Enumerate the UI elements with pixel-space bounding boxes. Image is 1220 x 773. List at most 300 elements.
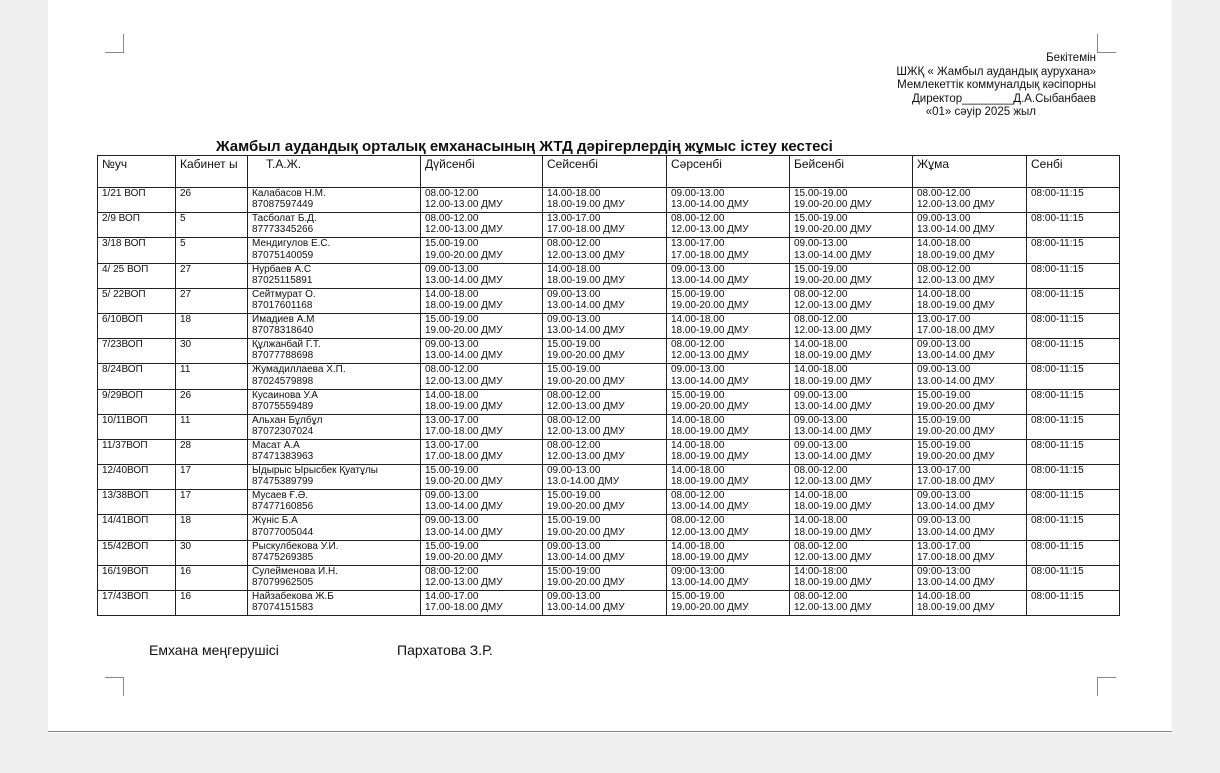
margin-mark-bottom-right xyxy=(1097,677,1116,696)
schedule-cell-sat: 08:00-11:15 xyxy=(1027,465,1120,490)
shift-hours: 15:00-19:00 xyxy=(547,565,601,577)
dmu-hours: 19.00-20.00 ДМУ xyxy=(425,325,503,337)
approval-date: «01» сәуір 2025 жыл xyxy=(925,106,1036,118)
shift-hours: 09.00-13.00 xyxy=(917,213,971,225)
shift-hours: 09.00-13.00 xyxy=(917,515,971,527)
dmu-hours: 13.00-14.00 ДМУ xyxy=(425,274,503,286)
schedule-cell-sat: 08:00-11:15 xyxy=(1027,591,1120,616)
shift-hours: 14.00-18.00 xyxy=(547,188,601,199)
table-row xyxy=(98,540,1120,565)
shift-hours: 15.00-19.00 xyxy=(794,263,848,275)
schedule-cell-tue xyxy=(543,591,667,616)
table-row xyxy=(98,188,1120,213)
shift-hours: 09.00-13.00 xyxy=(425,339,479,351)
shift-hours: 09.00-13.00 xyxy=(794,238,848,250)
doctor-name: Жумадиллаева Х.П. xyxy=(252,364,346,376)
schedule-cell-tue xyxy=(543,364,667,389)
shift-hours: 15.00-19.00 xyxy=(547,490,601,502)
cabinet-cell: 26 xyxy=(176,389,248,414)
schedule-cell-fri xyxy=(913,591,1027,616)
schedule-cell-wed xyxy=(667,313,790,338)
doctor-name: Жүніс Б.А xyxy=(252,515,298,527)
schedule-cell-fri xyxy=(913,490,1027,515)
schedule-cell-tue xyxy=(543,238,667,263)
cabinet-cell: 27 xyxy=(176,263,248,288)
doctor-cell xyxy=(248,439,421,464)
doctor-cell xyxy=(248,188,421,213)
table-row xyxy=(98,364,1120,389)
doctor-cell xyxy=(248,263,421,288)
shift-hours: 09.00-13.00 xyxy=(671,263,725,275)
doctor-cell xyxy=(248,313,421,338)
footer-signatory: Пархатова З.Р. xyxy=(397,642,493,658)
dmu-hours: 13.00-14.00 ДМУ xyxy=(794,425,872,437)
shift-hours: 08.00-12.00 xyxy=(671,213,725,225)
doctor-cell xyxy=(248,364,421,389)
uch-cell: 17/43ВОП xyxy=(98,591,176,616)
dmu-hours: 19.00-20.00 ДМУ xyxy=(794,199,872,211)
column-header: Сенбі xyxy=(1027,156,1120,188)
dmu-hours: 13.00-14.00 ДМУ xyxy=(917,526,995,538)
column-header: Сәрсенбі xyxy=(667,156,790,188)
shift-hours: 14.00-18.00 xyxy=(671,439,725,451)
shift-hours: 09.00-13.00 xyxy=(671,188,725,199)
page-bottom-edge xyxy=(48,731,1172,732)
dmu-hours: 13.00-14.00 ДМУ xyxy=(917,577,995,589)
schedule-cell-thu xyxy=(790,465,913,490)
schedule-cell-wed xyxy=(667,288,790,313)
schedule-cell-wed xyxy=(667,238,790,263)
schedule-cell-sat: 08:00-11:15 xyxy=(1027,263,1120,288)
dmu-hours: 19.00-20.00 ДМУ xyxy=(917,425,995,437)
shift-hours: 14.00-18.00 xyxy=(794,364,848,376)
dmu-hours: 19.00-20.00 ДМУ xyxy=(671,299,749,311)
shift-hours: 15.00-19.00 xyxy=(794,213,848,225)
dmu-hours: 18.00-19.00 ДМУ xyxy=(425,299,503,311)
doctor-cell xyxy=(248,591,421,616)
table-row xyxy=(98,490,1120,515)
schedule-cell-fri xyxy=(913,263,1027,288)
shift-hours: 09.00-13.00 xyxy=(547,465,601,477)
dmu-hours: 19.00-20.00 ДМУ xyxy=(425,249,503,261)
table-row xyxy=(98,465,1120,490)
schedule-cell-wed xyxy=(667,465,790,490)
schedule-cell-mon xyxy=(421,288,543,313)
dmu-hours: 12.00-13.00 ДМУ xyxy=(547,425,625,437)
shift-hours: 13.00-17.00 xyxy=(917,465,971,477)
shift-hours: 14.00-17.00 xyxy=(425,591,479,602)
dmu-hours: 18.00-19.00 ДМУ xyxy=(917,249,995,261)
shift-hours: 09.00-13.00 xyxy=(917,364,971,376)
doctor-phone: 87077005044 xyxy=(252,526,314,538)
schedule-cell-wed xyxy=(667,213,790,238)
table-row xyxy=(98,263,1120,288)
shift-hours: 08.00-12.00 xyxy=(794,540,848,552)
schedule-cell-sat: 08:00-11:15 xyxy=(1027,313,1120,338)
cabinet-cell: 28 xyxy=(176,439,248,464)
schedule-cell-sat: 08:00-11:15 xyxy=(1027,565,1120,590)
dmu-hours: 18.00-19.00 ДМУ xyxy=(547,274,625,286)
doctor-name: Масат А.А xyxy=(252,439,300,451)
shift-hours: 08.00-12.00 xyxy=(794,288,848,300)
schedule-cell-fri xyxy=(913,288,1027,313)
cabinet-cell: 11 xyxy=(176,364,248,389)
shift-hours: 09.00-13.00 xyxy=(547,591,601,602)
schedule-cell-mon xyxy=(421,515,543,540)
cabinet-cell: 30 xyxy=(176,540,248,565)
cabinet-cell: 16 xyxy=(176,591,248,616)
schedule-cell-fri xyxy=(913,188,1027,213)
dmu-hours: 17.00-18.00 ДМУ xyxy=(425,451,503,463)
schedule-cell-thu xyxy=(790,188,913,213)
table-row xyxy=(98,389,1120,414)
dmu-hours: 13.00-14.00 ДМУ xyxy=(425,501,503,513)
schedule-cell-tue xyxy=(543,288,667,313)
cabinet-cell: 11 xyxy=(176,414,248,439)
schedule-cell-mon xyxy=(421,263,543,288)
doctor-name: Тасболат Б.Д. xyxy=(252,213,317,225)
margin-mark-bottom-left xyxy=(105,677,124,696)
schedule-cell-sat: 08:00-11:15 xyxy=(1027,238,1120,263)
shift-hours: 08.00-12.00 xyxy=(425,364,479,376)
dmu-hours: 18.00-19.00 ДМУ xyxy=(671,476,749,488)
doctor-phone: 87475269385 xyxy=(252,551,314,563)
dmu-hours: 12.00-13.00 ДМУ xyxy=(425,199,503,211)
doctor-cell xyxy=(248,414,421,439)
dmu-hours: 18.00-19.00 ДМУ xyxy=(671,451,749,463)
uch-cell: 4/ 25 ВОП xyxy=(98,263,176,288)
doctor-cell xyxy=(248,288,421,313)
table-row xyxy=(98,288,1120,313)
table-row xyxy=(98,238,1120,263)
shift-hours: 14.00-18.00 xyxy=(425,389,479,401)
doctor-phone: 87077788698 xyxy=(252,350,314,362)
shift-hours: 15.00-19.00 xyxy=(547,339,601,351)
schedule-cell-mon xyxy=(421,364,543,389)
schedule-cell-fri xyxy=(913,213,1027,238)
schedule-cell-mon xyxy=(421,414,543,439)
dmu-hours: 18.00-19.00 ДМУ xyxy=(794,501,872,513)
dmu-hours: 13.00-14.00 ДМУ xyxy=(794,451,872,463)
shift-hours: 14.00-18.00 xyxy=(671,465,725,477)
table-row xyxy=(98,565,1120,590)
uch-cell: 8/24ВОП xyxy=(98,364,176,389)
table-row xyxy=(98,213,1120,238)
dmu-hours: 19.00-20.00 ДМУ xyxy=(794,224,872,236)
dmu-hours: 19.00-20.00 ДМУ xyxy=(547,501,625,513)
shift-hours: 13.00-17.00 xyxy=(671,238,725,250)
cabinet-cell: 30 xyxy=(176,339,248,364)
dmu-hours: 19.00-20.00 ДМУ xyxy=(425,476,503,488)
schedule-cell-thu xyxy=(790,313,913,338)
shift-hours: 08.00-12.00 xyxy=(794,465,848,477)
dmu-hours: 18.00-19.00 ДМУ xyxy=(794,577,872,589)
shift-hours: 08.00-12.00 xyxy=(547,389,601,401)
schedule-cell-sat: 08:00-11:15 xyxy=(1027,288,1120,313)
doctor-phone: 87024579898 xyxy=(252,375,314,387)
uch-cell: 6/10ВОП xyxy=(98,313,176,338)
schedule-cell-thu xyxy=(790,389,913,414)
shift-hours: 15.00-19.00 xyxy=(425,540,479,552)
schedule-cell-tue xyxy=(543,465,667,490)
doctor-cell xyxy=(248,389,421,414)
dmu-hours: 18.00-19.00 ДМУ xyxy=(547,199,625,211)
approval-line: Директор________Д.А.Сыбанбаев xyxy=(912,92,1096,105)
schedule-cell-fri xyxy=(913,238,1027,263)
dmu-hours: 19.00-20.00 ДМУ xyxy=(547,350,625,362)
schedule-cell-wed xyxy=(667,414,790,439)
schedule-cell-wed xyxy=(667,439,790,464)
schedule-cell-tue xyxy=(543,339,667,364)
column-header: Бейсенбі xyxy=(790,156,913,188)
shift-hours: 09.00-13.00 xyxy=(917,490,971,502)
dmu-hours: 13.00-14.00 ДМУ xyxy=(671,375,749,387)
document-title: Жамбыл аудандық орталық емханасының ЖТД дәрігерлердің жұмыс істеу кестесі xyxy=(216,138,833,155)
margin-mark-top-left xyxy=(105,34,124,53)
margin-mark-top-right xyxy=(1097,34,1116,53)
doctor-name: Мендигулов Е.С. xyxy=(252,238,331,250)
doctor-name: Сулейменова И.Н. xyxy=(252,565,339,577)
dmu-hours: 17.00-18.00 ДМУ xyxy=(917,476,995,488)
dmu-hours: 12.00-13.00 ДМУ xyxy=(425,224,503,236)
dmu-hours: 19.00-20.00 ДМУ xyxy=(917,451,995,463)
dmu-hours: 12.00-13.00 ДМУ xyxy=(671,350,749,362)
dmu-hours: 13.00-14.00 ДМУ xyxy=(425,526,503,538)
schedule-cell-sat: 08:00-11:15 xyxy=(1027,439,1120,464)
dmu-hours: 13.00-14.00 ДМУ xyxy=(547,551,625,563)
dmu-hours: 19.00-20.00 ДМУ xyxy=(547,577,625,589)
schedule-cell-thu xyxy=(790,414,913,439)
doctor-name: Имадиев А.М xyxy=(252,313,315,325)
column-header: Сейсенбі xyxy=(543,156,667,188)
doctor-phone: 87078318640 xyxy=(252,325,314,337)
dmu-hours: 13.00-14.00 ДМУ xyxy=(671,501,749,513)
shift-hours: 08.00-12.00 xyxy=(671,339,725,351)
shift-hours: 08.00-12.00 xyxy=(917,188,971,199)
schedule-cell-tue xyxy=(543,515,667,540)
shift-hours: 15.00-19.00 xyxy=(917,389,971,401)
schedule-cell-sat: 08:00-11:15 xyxy=(1027,490,1120,515)
table-row xyxy=(98,414,1120,439)
doctor-name: Найзабекова Ж.Б xyxy=(252,591,334,602)
cabinet-cell: 18 xyxy=(176,515,248,540)
uch-cell: 12/40ВОП xyxy=(98,465,176,490)
shift-hours: 14:00-18:00 xyxy=(794,565,848,577)
shift-hours: 13.00-17.00 xyxy=(425,414,479,426)
approval-line: Мемлекеттік коммуналдық кәсіпорны xyxy=(897,79,1096,91)
dmu-hours: 18.00-19.00 ДМУ xyxy=(917,602,995,614)
dmu-hours: 12.00-13.00 ДМУ xyxy=(917,199,995,211)
schedule-cell-thu xyxy=(790,288,913,313)
schedule-cell-sat: 08:00-11:15 xyxy=(1027,339,1120,364)
cabinet-cell: 18 xyxy=(176,313,248,338)
shift-hours: 15.00-19.00 xyxy=(425,238,479,250)
doctor-phone: 87773345266 xyxy=(252,224,314,236)
column-header: Дүйсенбі xyxy=(421,156,543,188)
schedule-cell-sat: 08:00-11:15 xyxy=(1027,515,1120,540)
shift-hours: 14.00-18.00 xyxy=(671,313,725,325)
dmu-hours: 12.00-13.00 ДМУ xyxy=(671,224,749,236)
uch-cell: 15/42ВОП xyxy=(98,540,176,565)
schedule-cell-thu xyxy=(790,339,913,364)
schedule-cell-wed xyxy=(667,263,790,288)
schedule-cell-sat: 08:00-11:15 xyxy=(1027,188,1120,213)
schedule-cell-thu xyxy=(790,263,913,288)
schedule-cell-wed xyxy=(667,540,790,565)
doctor-phone: 87075559489 xyxy=(252,400,314,412)
dmu-hours: 12.00-13.00 ДМУ xyxy=(794,602,872,614)
schedule-cell-mon xyxy=(421,465,543,490)
approval-block xyxy=(896,52,1096,120)
schedule-cell-thu xyxy=(790,364,913,389)
uch-cell: 11/37ВОП xyxy=(98,439,176,464)
dmu-hours: 12.00-13.00 ДМУ xyxy=(547,400,625,412)
doctor-cell xyxy=(248,565,421,590)
doctor-name: Калабасов Н.М. xyxy=(252,188,326,199)
doctor-name: Ыдырыс Ырысбек Қуатұлы xyxy=(252,465,378,477)
schedule-cell-mon xyxy=(421,439,543,464)
dmu-hours: 13.00-14.00 ДМУ xyxy=(917,224,995,236)
schedule-cell-mon xyxy=(421,490,543,515)
dmu-hours: 18.00-19.00 ДМУ xyxy=(671,551,749,563)
footer-position: Емхана меңгерушісі xyxy=(149,642,279,658)
shift-hours: 15.00-19.00 xyxy=(794,188,848,199)
doctor-cell xyxy=(248,515,421,540)
shift-hours: 09.00-13.00 xyxy=(794,389,848,401)
shift-hours: 15.00-19.00 xyxy=(671,288,725,300)
shift-hours: 08:00-12:00 xyxy=(425,565,479,577)
schedule-cell-mon xyxy=(421,540,543,565)
schedule-cell-wed xyxy=(667,565,790,590)
shift-hours: 09.00-13.00 xyxy=(794,439,848,451)
table-row xyxy=(98,515,1120,540)
dmu-hours: 19.00-20.00 ДМУ xyxy=(547,375,625,387)
doctor-phone: 87471383963 xyxy=(252,451,314,463)
dmu-hours: 18.00-19.00 ДМУ xyxy=(794,350,872,362)
dmu-hours: 18.00-19.00 ДМУ xyxy=(425,400,503,412)
dmu-hours: 19.00-20.00 ДМУ xyxy=(671,602,749,614)
shift-hours: 13.00-17.00 xyxy=(917,540,971,552)
shift-hours: 08.00-12.00 xyxy=(425,213,479,225)
schedule-cell-thu xyxy=(790,490,913,515)
uch-cell: 5/ 22ВОП xyxy=(98,288,176,313)
schedule-cell-thu xyxy=(790,540,913,565)
schedule-table xyxy=(97,155,1120,616)
shift-hours: 08.00-12.00 xyxy=(794,591,848,602)
dmu-hours: 13.00-14.00 ДМУ xyxy=(671,274,749,286)
schedule-cell-mon xyxy=(421,213,543,238)
shift-hours: 14.00-18.00 xyxy=(917,288,971,300)
dmu-hours: 12.00-13.00 ДМУ xyxy=(794,325,872,337)
doctor-name: Альхан Бұлбұл xyxy=(252,414,323,426)
doctor-name: Нурбаев А.С xyxy=(252,263,312,275)
shift-hours: 14.00-18.00 xyxy=(671,414,725,426)
uch-cell: 3/18 ВОП xyxy=(98,238,176,263)
shift-hours: 15.00-19.00 xyxy=(547,515,601,527)
shift-hours: 13.00-17.00 xyxy=(547,213,601,225)
shift-hours: 09.00-13.00 xyxy=(425,263,479,275)
shift-hours: 08.00-12.00 xyxy=(671,515,725,527)
dmu-hours: 12.00-13.00 ДМУ xyxy=(425,577,503,589)
doctor-phone: 87072307024 xyxy=(252,425,314,437)
schedule-cell-tue xyxy=(543,213,667,238)
schedule-cell-wed xyxy=(667,490,790,515)
doctor-cell xyxy=(248,238,421,263)
dmu-hours: 12.00-13.00 ДМУ xyxy=(794,551,872,563)
schedule-cell-sat: 08:00-11:15 xyxy=(1027,389,1120,414)
shift-hours: 09.00-13.00 xyxy=(547,288,601,300)
shift-hours: 09.00-13.00 xyxy=(547,540,601,552)
schedule-cell-wed xyxy=(667,389,790,414)
dmu-hours: 17.00-18.00 ДМУ xyxy=(425,425,503,437)
dmu-hours: 12.00-13.00 ДМУ xyxy=(547,451,625,463)
dmu-hours: 12.00-13.00 ДМУ xyxy=(794,476,872,488)
schedule-cell-thu xyxy=(790,439,913,464)
shift-hours: 14.00-18.00 xyxy=(917,591,971,602)
schedule-cell-fri xyxy=(913,565,1027,590)
doctor-cell xyxy=(248,339,421,364)
table-header-row xyxy=(98,156,1120,188)
uch-cell: 2/9 ВОП xyxy=(98,213,176,238)
schedule-cell-fri xyxy=(913,389,1027,414)
shift-hours: 15.00-19.00 xyxy=(917,439,971,451)
dmu-hours: 13.0-14.00 ДМУ xyxy=(547,476,620,488)
shift-hours: 09.00-13.00 xyxy=(547,313,601,325)
doctor-cell xyxy=(248,540,421,565)
dmu-hours: 12.00-13.00 ДМУ xyxy=(547,249,625,261)
shift-hours: 08.00-12.00 xyxy=(547,414,601,426)
dmu-hours: 13.00-14.00 ДМУ xyxy=(547,299,625,311)
doctor-name: Мусаев Ғ.Ә. xyxy=(252,490,309,502)
dmu-hours: 17.00-18.00 ДМУ xyxy=(917,325,995,337)
schedule-cell-fri xyxy=(913,339,1027,364)
doctor-phone: 87079962505 xyxy=(252,577,314,589)
shift-hours: 09.00-13.00 xyxy=(794,414,848,426)
schedule-cell-thu xyxy=(790,515,913,540)
schedule-cell-wed xyxy=(667,364,790,389)
doctor-name: Кусаинова У.А xyxy=(252,389,318,401)
schedule-cell-fri xyxy=(913,515,1027,540)
schedule-cell-mon xyxy=(421,238,543,263)
schedule-cell-tue xyxy=(543,439,667,464)
schedule-cell-thu xyxy=(790,213,913,238)
dmu-hours: 19.00-20.00 ДМУ xyxy=(794,274,872,286)
shift-hours: 14.00-18.00 xyxy=(671,540,725,552)
shift-hours: 08.00-12.00 xyxy=(671,490,725,502)
cabinet-cell: 17 xyxy=(176,465,248,490)
dmu-hours: 12.00-13.00 ДМУ xyxy=(917,274,995,286)
schedule-cell-tue xyxy=(543,263,667,288)
shift-hours: 09.00-13.00 xyxy=(917,339,971,351)
schedule-cell-sat: 08:00-11:15 xyxy=(1027,364,1120,389)
schedule-cell-wed xyxy=(667,188,790,213)
doctor-name: Сейтмурат О. xyxy=(252,288,316,300)
column-header: Т.А.Ж. xyxy=(248,156,421,188)
uch-cell: 7/23ВОП xyxy=(98,339,176,364)
shift-hours: 15.00-19.00 xyxy=(547,364,601,376)
schedule-cell-mon xyxy=(421,313,543,338)
shift-hours: 09:00-13:00 xyxy=(917,565,971,577)
schedule-cell-sat: 08:00-11:15 xyxy=(1027,414,1120,439)
shift-hours: 15.00-19.00 xyxy=(671,591,725,602)
shift-hours: 08.00-12.00 xyxy=(917,263,971,275)
dmu-hours: 18.00-19.00 ДМУ xyxy=(917,299,995,311)
table-row xyxy=(98,439,1120,464)
doctor-cell xyxy=(248,213,421,238)
doctor-name: Рыскулбекова У.И. xyxy=(252,540,339,552)
schedule-cell-fri xyxy=(913,313,1027,338)
doctor-phone: 87475389799 xyxy=(252,476,314,488)
